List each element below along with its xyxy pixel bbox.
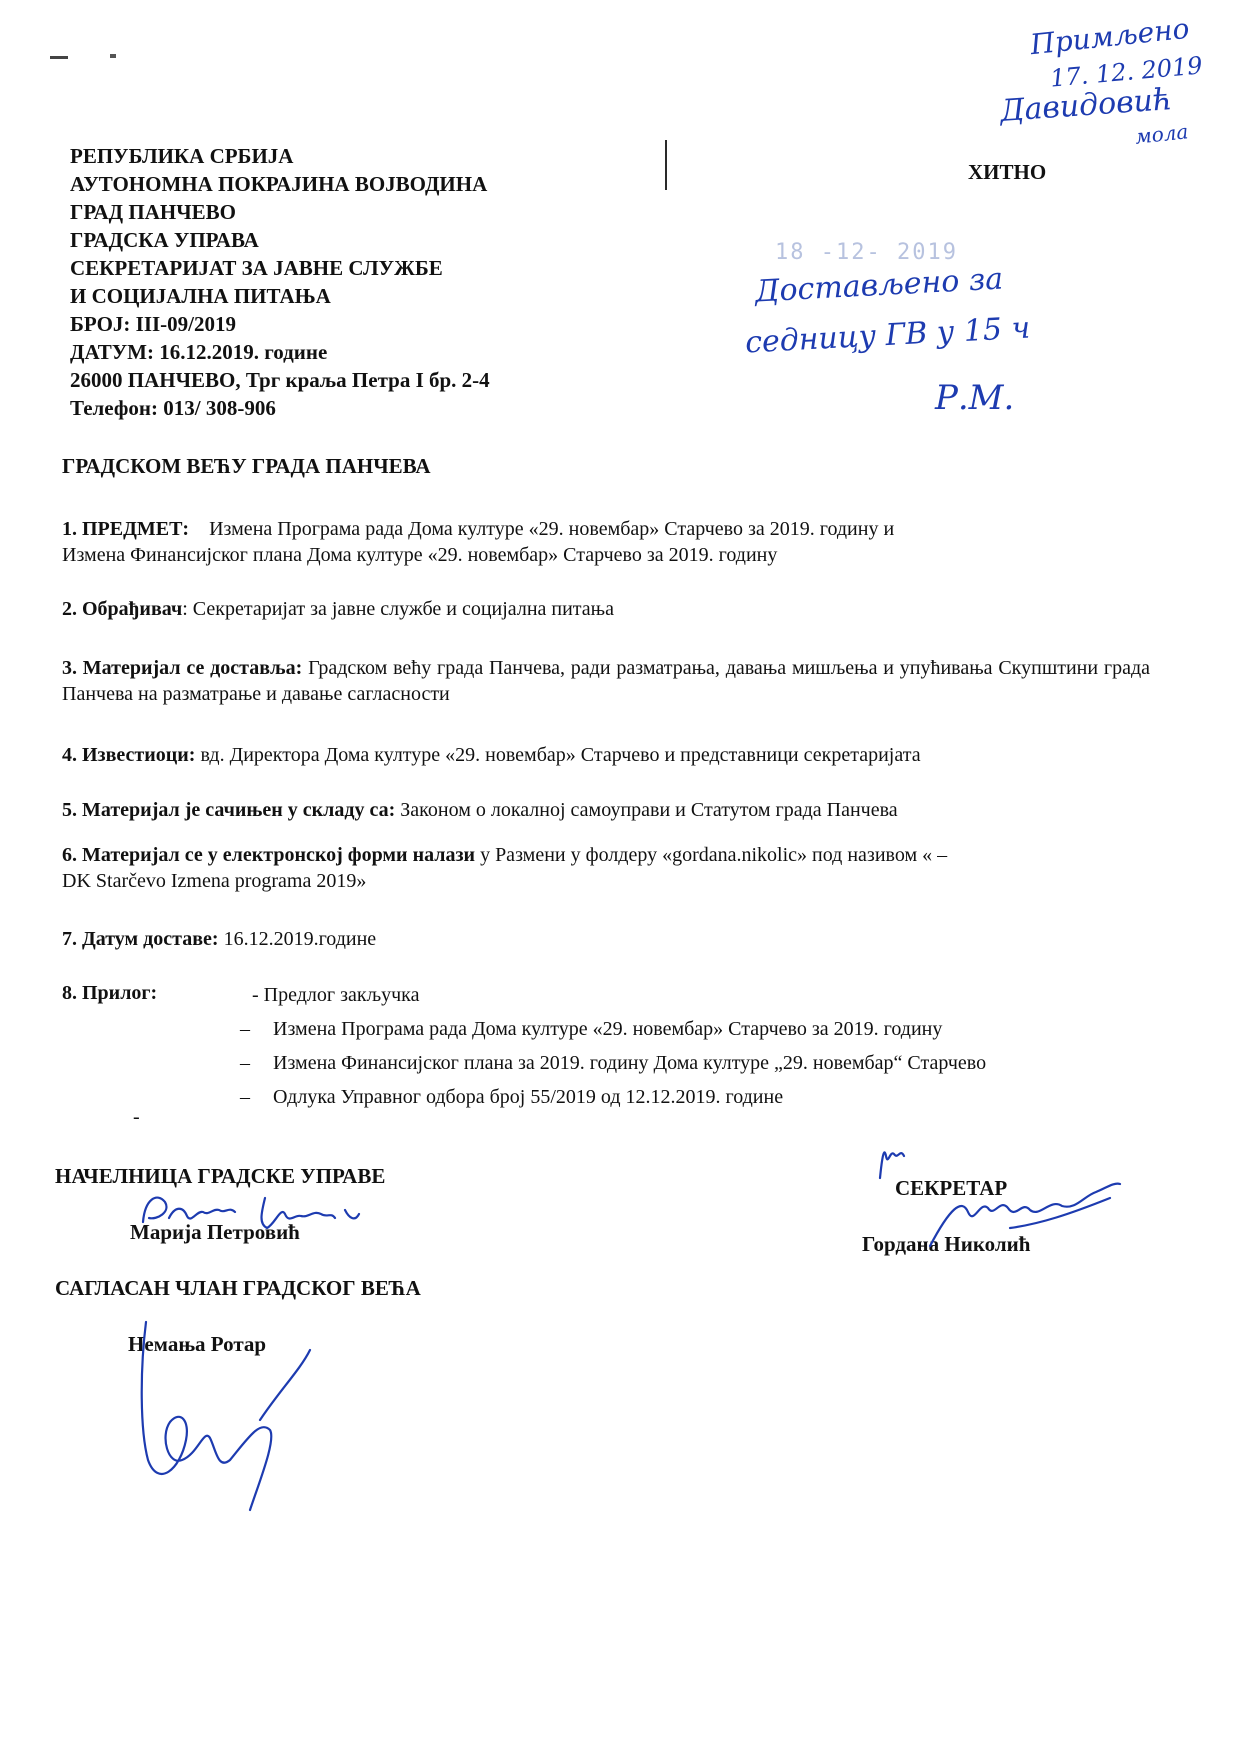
item-compliance xyxy=(62,797,1162,823)
council-title: САГЛАСАН ЧЛАН ГРАДСКОГ ВЕЋА xyxy=(55,1276,421,1300)
item-processor xyxy=(62,596,1162,622)
item-subject-text-2: Измена Финансијског плана Дома културе «29. новембар» Старчево за 2019. годину xyxy=(62,544,778,566)
reference-number: БРОЈ: III-09/2019 xyxy=(70,312,237,336)
head-title: НАЧЕЛНИЦА ГРАДСКЕ УПРАВЕ xyxy=(55,1164,386,1188)
document-date: ДАТУМ: 16.12.2019. године xyxy=(70,340,328,364)
handwritten-received-extra: мола xyxy=(1133,119,1190,149)
receipt-stamp-date: 18 -12- 2019 xyxy=(775,240,958,265)
item-delivered-to xyxy=(62,655,1150,707)
attachment-item xyxy=(240,1086,783,1109)
scan-speck xyxy=(50,56,68,59)
signature-head xyxy=(135,1184,395,1244)
handwritten-initials: Р.М. xyxy=(935,378,1015,418)
handwritten-session-note: седницу ГВ у 15 ч xyxy=(744,310,1032,361)
council-name: Немања Ротар xyxy=(128,1332,267,1356)
item-subject-label: 1. ПРЕДМЕТ: xyxy=(62,518,190,540)
item-compliance-text: Законом о локалној самоуправи и Статутом града Панчева xyxy=(395,799,898,821)
attachment-text: Измена Програма рада Дома културе «29. новембар» Старчево за 2019. годину xyxy=(273,1018,943,1040)
header-line-4: ГРАДСКА УПРАВА xyxy=(70,228,259,252)
handwritten-received-note: Примљено xyxy=(1028,11,1191,62)
stray-dash: - xyxy=(133,1106,140,1128)
item-delivered-to-text: Градском већу града Панчева, ради разматрања, давања мишљења и упућивања Скупштини града Панчева на разматрање и давање сагласности xyxy=(62,657,1150,705)
recipient: ГРАДСКОМ ВЕЋУ ГРАДА ПАНЧЕВА xyxy=(62,454,431,478)
item-electronic-form xyxy=(62,842,1162,894)
item-compliance-label: 5. Материјал је сачињен у складу са: xyxy=(62,799,396,821)
handwritten-delivery-note: Достављено за xyxy=(754,261,1004,310)
item-processor-label: 2. Обрађивач xyxy=(62,598,183,620)
signature-secretary xyxy=(870,1128,1130,1268)
item-reporters-text: вд. Директора Дома културе «29. новембар» Старчево и представници секретаријата xyxy=(195,744,921,766)
list-dash: – xyxy=(240,1086,250,1108)
item-reporters xyxy=(62,742,1162,768)
item-electronic-form-label: 6. Материјал се у електронској форми налази xyxy=(62,844,476,866)
attachments-label: 8. Прилог: xyxy=(62,982,158,1004)
item-subject xyxy=(62,516,1162,568)
phone: Телефон: 013/ 308-906 xyxy=(70,396,276,420)
list-dash: – xyxy=(240,1052,250,1074)
attachment-proposal: - Предлог закључка xyxy=(252,984,420,1006)
list-dash: – xyxy=(240,1018,250,1040)
attachment-item xyxy=(240,1052,986,1075)
item-delivery-date-text: 16.12.2019.године xyxy=(218,928,377,950)
scan-mark xyxy=(665,140,667,190)
item-delivery-date-label: 7. Датум доставе: xyxy=(62,928,219,950)
urgent-label: ХИТНО xyxy=(968,160,1047,184)
header-line-6: И СОЦИЈАЛНА ПИТАЊА xyxy=(70,284,331,308)
handwritten-received-name: Давидовић xyxy=(998,82,1174,129)
item-electronic-form-text-2: DK Starčevo Izmena programa 2019» xyxy=(62,870,367,892)
handwritten-received-date: 17. 12. 2019 xyxy=(1049,51,1204,93)
item-reporters-label: 4. Известиоци: xyxy=(62,744,196,766)
signature-council xyxy=(110,1310,370,1520)
attachment-text: Измена Финансијског плана за 2019. годину Дома културе „29. новембар“ Старчево xyxy=(273,1052,987,1074)
secretary-title: СЕКРЕТАР xyxy=(895,1176,1008,1200)
item-delivery-date xyxy=(62,926,1162,952)
item-delivered-to-label: 3. Материјал се доставља: xyxy=(62,657,303,679)
header-line-5: СЕКРЕТАРИЈАТ ЗА ЈАВНЕ СЛУЖБЕ xyxy=(70,256,443,280)
header-line-1: РЕПУБЛИКА СРБИЈА xyxy=(70,144,294,168)
issuer-header xyxy=(70,142,490,422)
item-electronic-form-text: у Размени у фолдеру «gordana.nikolic» под називом « – xyxy=(475,844,948,866)
secretary-name: Гордана Николић xyxy=(862,1232,1031,1256)
attachment-text: Одлука Управног одбора број 55/2019 од 12.12.2019. године xyxy=(273,1086,784,1108)
attachment-item xyxy=(240,1018,942,1041)
head-name: Марија Петровић xyxy=(130,1220,300,1244)
scan-speck xyxy=(110,54,116,58)
item-subject-text: Измена Програма рада Дома културе «29. новембар» Старчево за 2019. годину и xyxy=(209,518,895,540)
header-line-2: АУТОНОМНА ПОКРАЈИНА ВОЈВОДИНА xyxy=(70,172,488,196)
item-processor-text: : Секретаријат за јавне службе и социјална питања xyxy=(182,598,615,620)
address: 26000 ПАНЧЕВО, Трг краља Петра I бр. 2-4 xyxy=(70,368,490,392)
header-line-3: ГРАД ПАНЧЕВО xyxy=(70,200,236,224)
